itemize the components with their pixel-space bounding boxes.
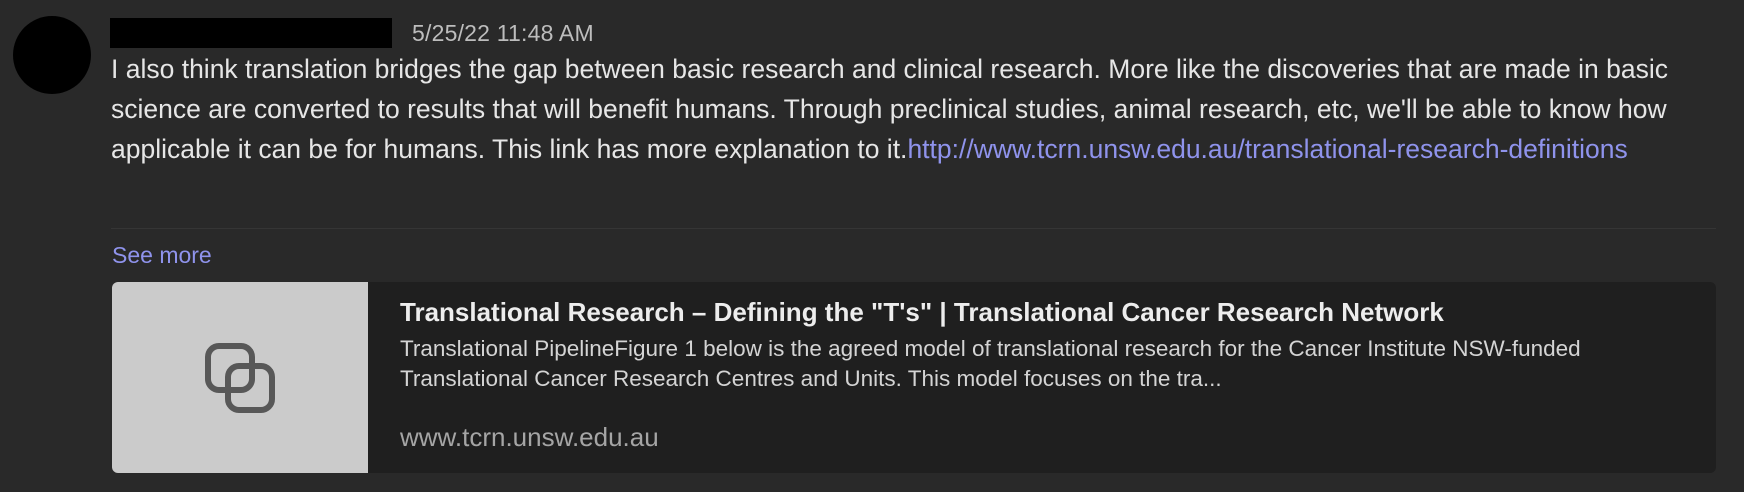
timestamp: 5/25/22 11:48 AM [412,19,594,46]
link-preview-body [368,282,1700,473]
sender-name-redacted [110,18,392,48]
link-preview-title[interactable]: Translational Research – Defining the "T's" | Translational Cancer Research Network [400,297,1444,327]
message-body [111,49,1731,169]
divider [111,228,1716,229]
link-preview-domain: www.tcrn.unsw.edu.au [400,422,659,452]
message-link[interactable]: http://www.tcrn.unsw.edu.au/translational-research-definitions [907,134,1628,164]
message-header [110,16,594,50]
link-preview-card[interactable] [112,282,1716,473]
see-more-button[interactable]: See more [112,242,212,268]
avatar[interactable] [13,16,91,94]
link-preview-thumbnail [112,282,368,473]
link-preview-description: Translational PipelineFigure 1 below is the agreed model of translational research for the Cancer Institute NSW-funded Translational Cancer Research Centres and Units. This model focuses on the tra... [400,336,1581,391]
link-icon [204,342,276,414]
message-text: I also think translation bridges the gap between basic research and clinical research. More like the discoveries that are made in basic science are converted to results that will benefit humans. Through preclinical studies, animal research, etc, we'll be able to know how applicable it can be for humans. This link has more explanation to it. [111,54,1668,164]
